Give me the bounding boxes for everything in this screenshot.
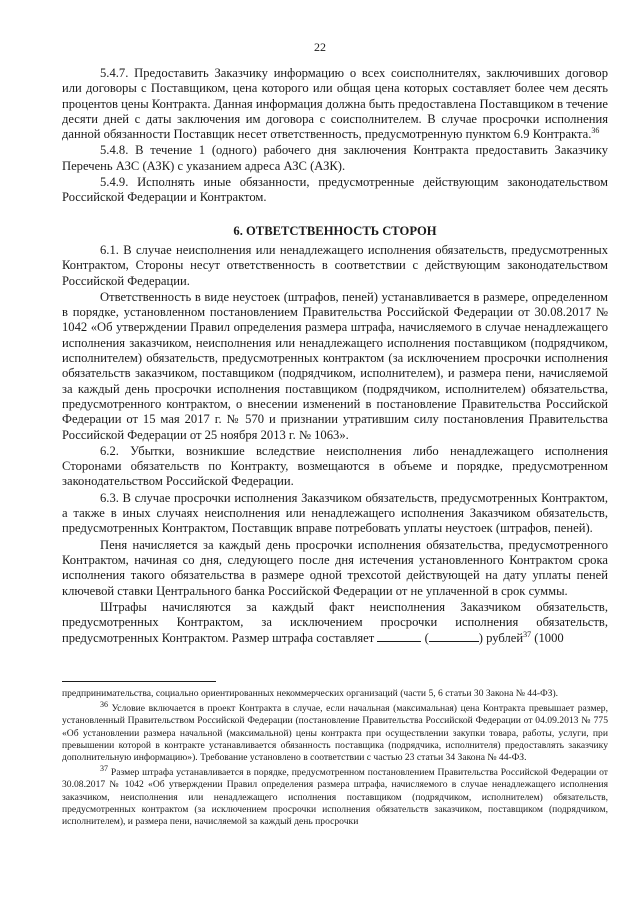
footnote-36-mark: 36 bbox=[100, 700, 108, 710]
footnote-ref-37[interactable]: 37 bbox=[523, 630, 532, 640]
clause-6-3-fines bbox=[62, 600, 608, 647]
clause-6-2: 6.2. Убытки, возникшие вследствие неисполнения либо ненадлежащего исполнения Сторонами обязательств по Контракту, возмещаются в объеме и порядке, предусмотренном законодательством Российской Федерации. bbox=[62, 443, 608, 489]
paren-open: ( bbox=[424, 631, 429, 646]
contract-body bbox=[62, 66, 608, 647]
fine-amount-blank[interactable] bbox=[377, 630, 421, 642]
clause-5-4-9: 5.4.9. Исполнять иные обязанности, предусмотренные действующим законодательством Российской Федерации и Контрактом. bbox=[62, 175, 608, 205]
fine-amount-words-blank[interactable] bbox=[429, 630, 479, 642]
clause-6-3: 6.3. В случае просрочки исполнения Заказчиком обязательств, предусмотренных Контрактом, а также в иных случаях неисполнения или ненадлежащего исполнения Заказчиком обязательств, предусмотренных Контрактом, Поставщик вправе потребовать уплаты неустоек (штрафов, пеней). bbox=[62, 490, 608, 536]
paren-close: ) bbox=[478, 631, 483, 646]
clause-6-1: 6.1. В случае неисполнения или ненадлежащего исполнения обязательств, предусмотренных Контрактом, Стороны несут ответственность в соответствии с действующим законодательством Российской Федерации. bbox=[62, 242, 608, 288]
footnote-36 bbox=[62, 700, 608, 764]
footnote-ref-36[interactable]: 36 bbox=[591, 126, 600, 135]
fines-text: Штрафы начисляются за каждый факт неисполнения Заказчиком обязательств, предусмотренных Контрактом, за исключением просрочки исполнения обязательств, предусмотренных Контрактом. Размер штрафа составляет bbox=[62, 599, 608, 646]
clause-5-4-8: 5.4.8. В течение 1 (одного) рабочего дня заключения Контракта предоставить Заказчику Перечень АЗС (АЗК) с указанием адреса АЗС (АЗК). bbox=[62, 143, 608, 173]
clause-6-3-penalty: Пеня начисляется за каждый день просрочки исполнения обязательства, предусмотренного Контрактом, начиная со дня, следующего после дня истечения установленного Контрактом срока исполнения такого обязательства в размере одной трехсотой действующей на дату уплаты пеней ключевой ставки Центрального банка Российской Федерации от не уплаченной в срок суммы. bbox=[62, 537, 608, 598]
footnote-36-text: Условие включается в проект Контракта в случае, если начальная (максимальная) цена Контракта превышает размер, установленный Правительством Российской Федерации (постановление Правительства Российской Федерации от 04.09.2013 № 775 «Об установлении размера начальной (максимальной) цены контракта при осуществлении закупки товара, работы, услуги, при превышении которой в контракте устанавливается обязанность поставщика (подрядчика, исполнителя) предоставлять заказчику дополнительную информацию»). Требование установлено в соответствии с частью 23 статьи 34 Закона № 44-ФЗ. bbox=[62, 703, 608, 764]
fines-text-end: (1000 bbox=[534, 631, 564, 646]
clause-5-4-7 bbox=[62, 66, 608, 142]
clause-6-1-liability: Ответственность в виде неустоек (штрафов, пеней) устанавливается в размере, определенном в порядке, установленном постановлением Правительства Российской Федерации от 30.08.2017 № 1042 «Об утверждении Правил определения размера штрафа, начисляемого в случае ненадлежащего исполнения заказчиком, неисполнения или ненадлежащего исполнения поставщиком (подрядчиком, исполнителем) обязательств, предусмотренных контрактом (за исключением просрочки исполнения обязательств заказчиком, поставщиком (подрядчиком, исполнителем), и размера пени, начисляемой за каждый день просрочки исполнения поставщиком (подрядчиком, исполнителем) обязательства, предусмотренного контрактом, о внесении изменений в постановление Правительства Российской Федерации от 15 мая 2017 г. № 570 и признании утратившим силу постановления Правительства Российской Федерации от 25 ноября 2013 г. № 1063». bbox=[62, 289, 608, 442]
section-heading: 6. ОТВЕТСТВЕННОСТЬ СТОРОН bbox=[233, 223, 437, 238]
footnote-37-text: Размер штрафа устанавливается в порядке, предусмотренном постановлением Правительства Российской Федерации от 30.08.2017 № 1042 «Об утверждении Правил определения размера штрафа, начисляемого в случае ненадлежащего исполнения заказчиком, неисполнения или ненадлежащего исполнения поставщиком (подрядчиком, исполнителем) обязательств, предусмотренных контрактом (за исключением просрочки исполнения обязательств заказчиком, поставщиком (подрядчиком, исполнителем), и размера пени, начисляемой за каждый день просрочки bbox=[62, 767, 609, 828]
footnotes bbox=[62, 688, 608, 828]
footnote-37 bbox=[62, 764, 609, 828]
clause-5-4-7-text: 5.4.7. Предоставить Заказчику информацию о всех соисполнителях, заключивших договор или договоры с Поставщиком, цена которого или общая цена которых составляет более чем десять процентов цены Контракта. Данная информация должна быть предоставлена Поставщиком в течение десяти дней с даты заключения им договора с соисполнителем. В случае просрочки исполнения данной обязанности Поставщик несет ответственность, предусмотренную пунктом 6.9 Контракта. bbox=[62, 66, 608, 142]
footnote-37-mark: 37 bbox=[100, 764, 108, 774]
footnote-separator bbox=[62, 681, 216, 682]
rubles-label: рублей bbox=[486, 631, 524, 646]
page-number: 22 bbox=[314, 40, 326, 54]
footnote-continuation: предпринимательства, социально ориентированных некоммерческих организаций (части 5, 6 статьи 30 Закона № 44-ФЗ). bbox=[62, 688, 559, 699]
